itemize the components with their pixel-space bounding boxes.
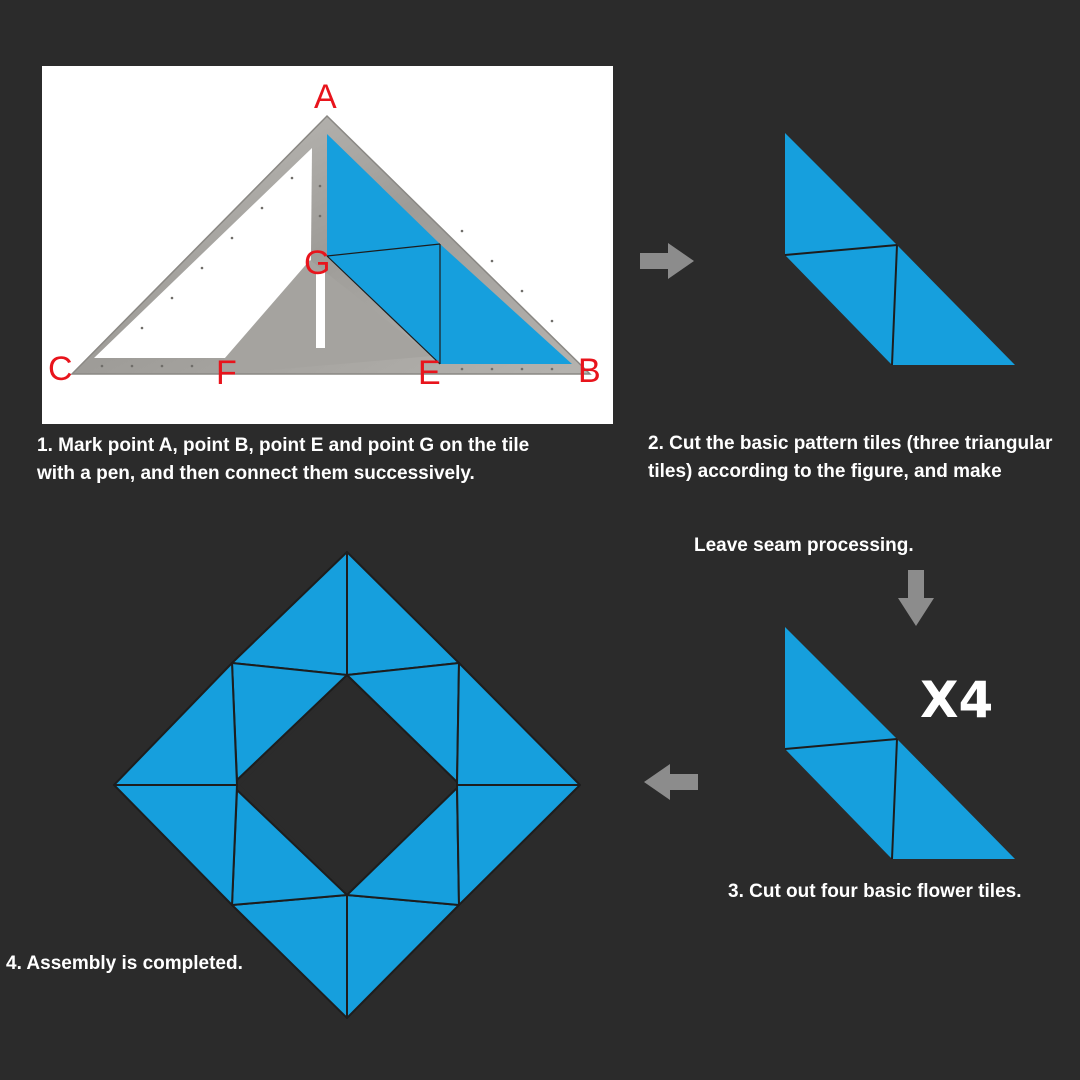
point-label-a: A xyxy=(314,78,337,116)
point-label-g: G xyxy=(304,244,331,282)
step1-photo xyxy=(42,66,613,424)
step3-flower-tile xyxy=(780,624,1020,864)
step2-caption-continued: Leave seam processing. xyxy=(694,535,914,556)
point-label-f: F xyxy=(216,354,237,392)
step2-pattern-tile xyxy=(780,130,1020,370)
step4-caption: 4. Assembly is completed. xyxy=(6,953,243,974)
point-label-b: B xyxy=(578,352,601,390)
multiplier-label: X4 xyxy=(920,671,994,729)
point-label-e: E xyxy=(418,354,441,392)
arrow-down-icon xyxy=(896,568,936,628)
slot xyxy=(316,272,325,348)
blue-tile-top xyxy=(327,134,440,256)
step1-caption: 1. Mark point A, point B, point E and point G on the tile with a pen, and then connect them successively. xyxy=(37,435,530,484)
step2-caption-line1: 2. Cut the basic pattern tiles (three triangular xyxy=(648,433,1053,454)
step3-caption: 3. Cut out four basic flower tiles. xyxy=(728,881,1022,902)
step2-caption-line2: tiles) according to the figure, and make xyxy=(648,461,1002,482)
arrow-left-icon xyxy=(640,762,700,802)
point-label-c: C xyxy=(48,350,73,388)
arrow-right-icon xyxy=(638,241,698,281)
